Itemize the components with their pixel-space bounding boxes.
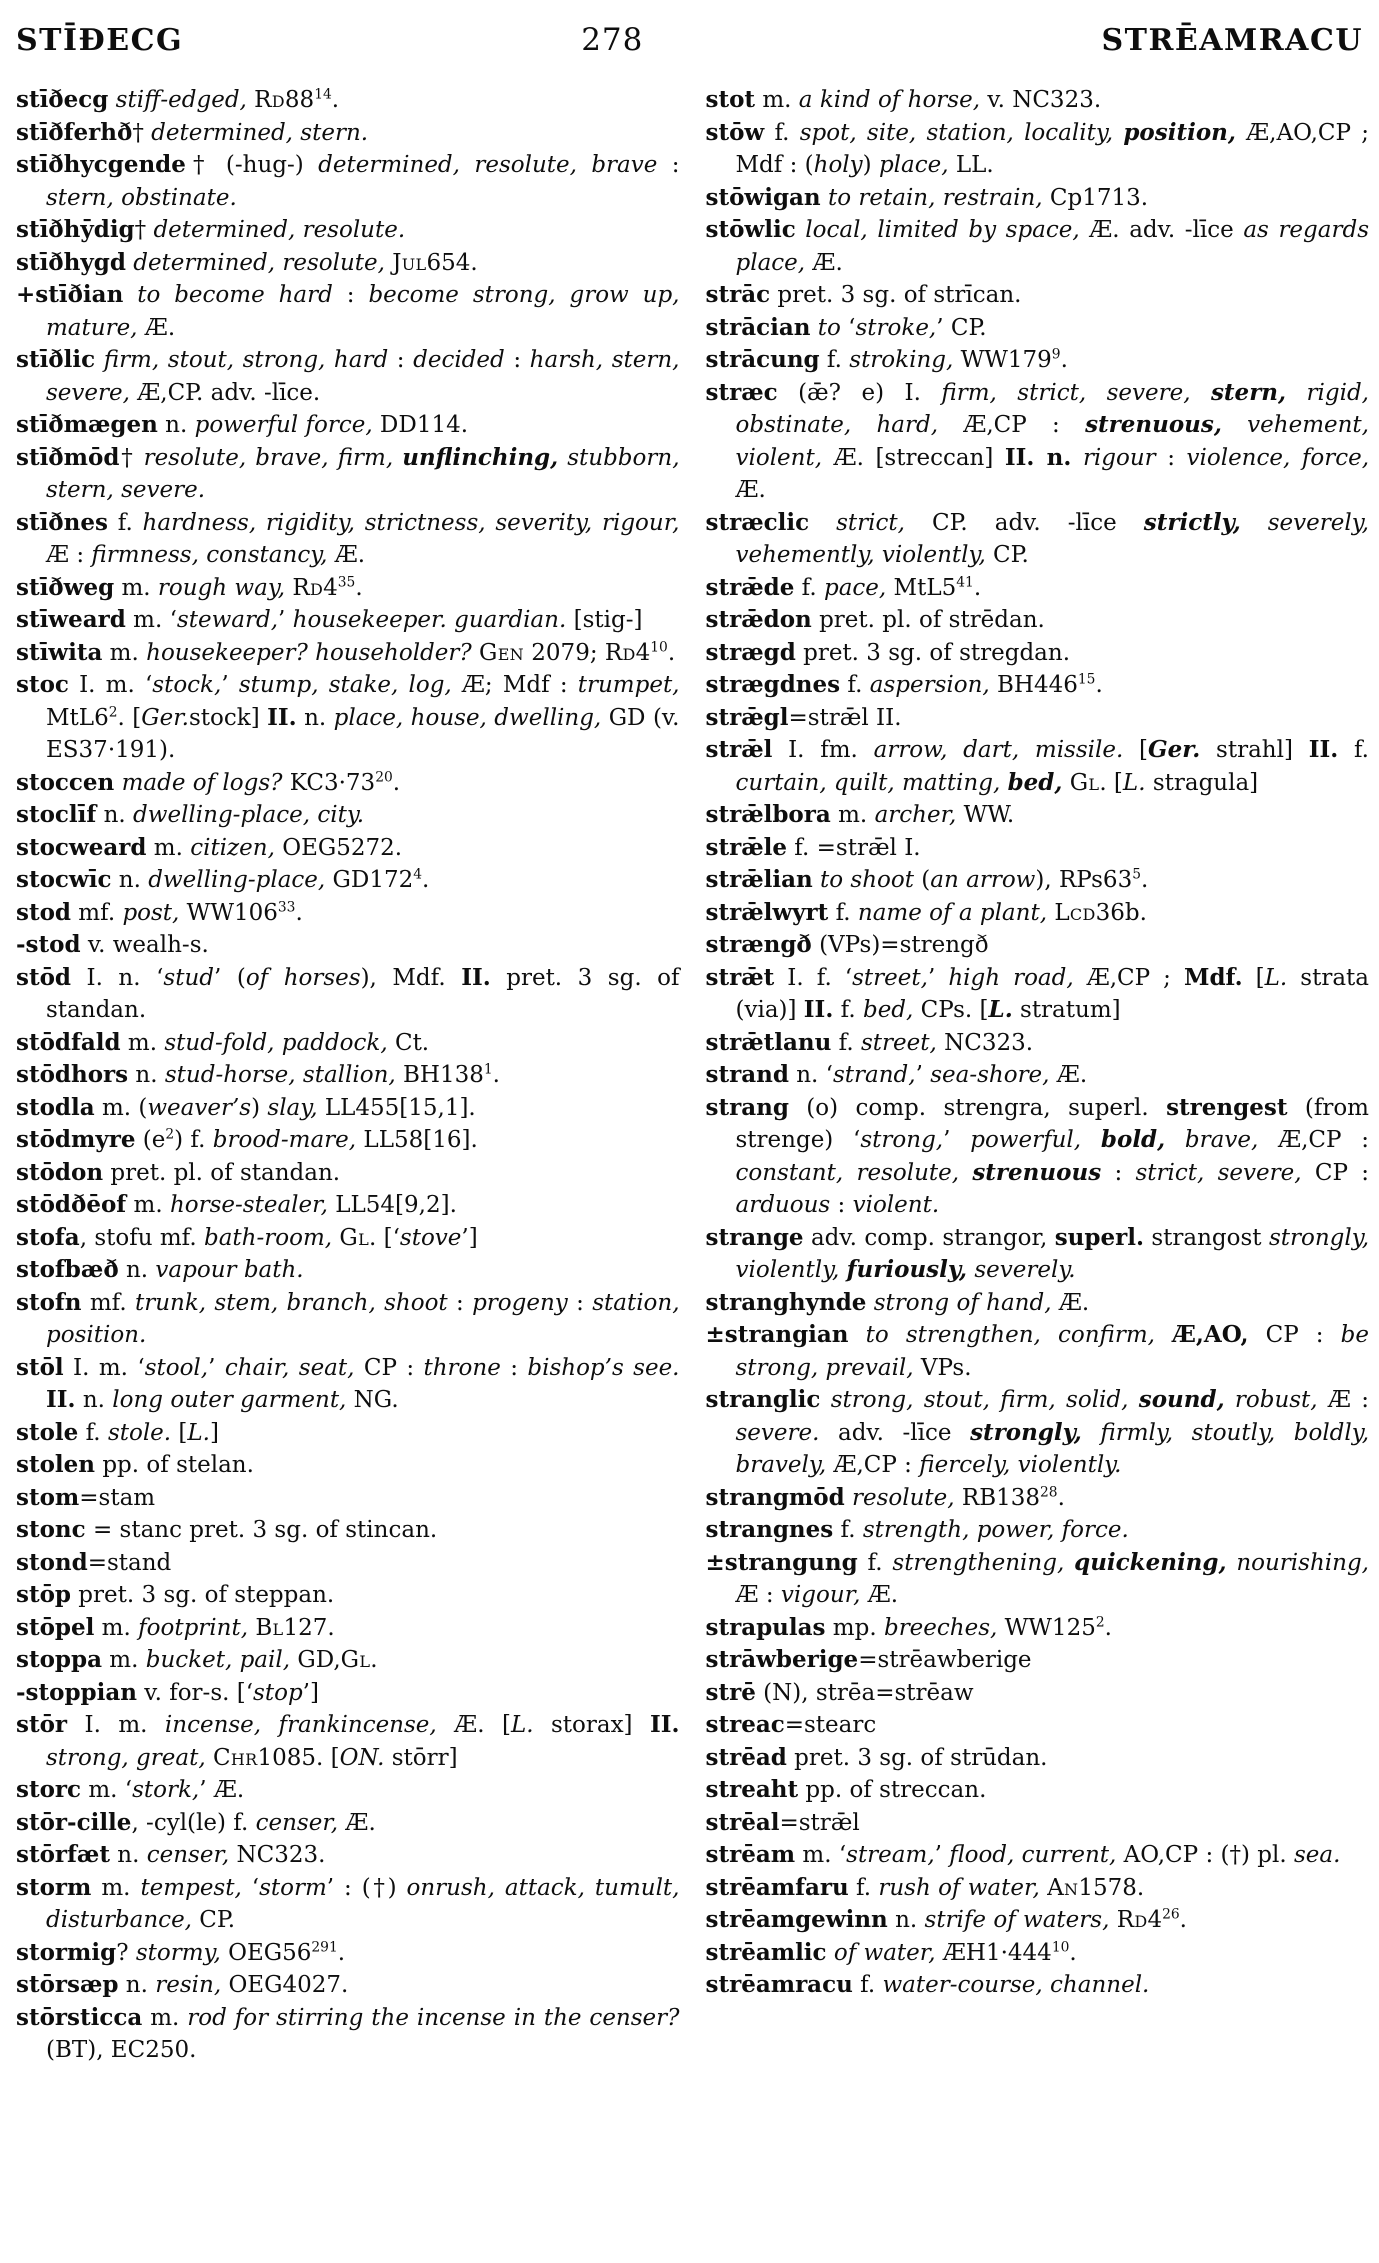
dictionary-entry: stīðlic firm, stout, strong, hard : decided : harsh, stern, severe, Æ,CP. adv. -līce. [16, 346, 680, 406]
dictionary-entry: stonc = stanc pret. 3 sg. of stincan. [16, 1516, 438, 1543]
headword: stole [16, 1418, 79, 1446]
headword: stīðferhð [16, 118, 133, 146]
dictionary-entry: stōd I. n. ‘stud’ (of horses), Mdf. II. pret. 3 sg. of standan. [16, 963, 680, 1023]
headword: stōpel [16, 1613, 95, 1641]
dictionary-entry: strācung f. stroking, $WW179^9$. [705, 346, 1068, 373]
dictionary-entry: strēam m. ‘stream,’ flood, current, AO,CP : (†) pl. sea. [705, 1841, 1341, 1868]
dictionary-entry: strange adv. comp. strangor, superl. strangost strongly, violently, furiously, severely. [705, 1223, 1369, 1283]
headword: stōd [16, 963, 71, 991]
headword: strāc [705, 281, 771, 308]
dictionary-entry: stodla m. (weaver’s) slay, LL455[15,1]. [16, 1093, 476, 1121]
dictionary-entry: stolen pp. of stelan. [16, 1451, 254, 1478]
headword: stōrfæt [16, 1841, 110, 1868]
dictionary-entry: strācian to ‘stroke,’ CP. [705, 313, 987, 341]
headword: stofn [16, 1288, 82, 1316]
dictionary-entry: strāc pret. 3 sg. of strīcan. [705, 281, 1022, 308]
headword: strægd [705, 638, 796, 666]
headword: stōwlic [705, 216, 796, 243]
dictionary-entry: stōdhors n. stud-horse, stallion, $BH138^1$. [16, 1061, 500, 1088]
dictionary-entry: strǣtlanu f. street, NC323. [705, 1028, 1034, 1056]
headword: stōdmyre [16, 1126, 136, 1153]
dictionary-entry: strǣlbora m. archer, WW. [705, 801, 1015, 828]
dictionary-entry: stranglic strong, stout, firm, solid, sound, robust, Æ : severe. adv. -līce strongly, firmly, stoutly, boldly, bravely, Æ,CP : fiercely, violently. [705, 1386, 1370, 1478]
dictionary-entry: stōr-cille, -cyl(le) f. censer, Æ. [16, 1808, 376, 1836]
dictionary-entry: stofa, stofu mf. bath-room, Gl. [‘stove’] [16, 1223, 478, 1251]
dictionary-entry: strang (o) comp. strengra, superl. strengest (from strenge) ‘strong,’ powerful, bold, brave, Æ,CP : constant, resolute, strenuous : strict, severe, CP : arduous : violent. [705, 1093, 1370, 1218]
dictionary-entry: strangmōd resolute, $RB138^{28}$. [705, 1483, 1065, 1511]
headword: stofa [16, 1223, 80, 1251]
headword: stōdfald [16, 1028, 121, 1056]
dictionary-entry: stranghynde strong of hand, Æ. [705, 1288, 1090, 1316]
dictionary-entry: strēamgewinn n. strife of waters, $Rd4^{26}$. [705, 1906, 1187, 1933]
dictionary-entry: -stoppian v. for-s. [‘stop’] [16, 1678, 319, 1706]
dictionary-entry: strǣdon pret. pl. of strēdan. [705, 606, 1045, 633]
headword: stoclīf [16, 801, 97, 828]
headword: stormig [16, 1938, 117, 1966]
headword: strēal [705, 1808, 780, 1836]
dictionary-entry: stīwita m. housekeeper? householder? Gen 2079; $Rd4^{10}$. [16, 638, 676, 666]
dictionary-entry: stond=stand [16, 1548, 172, 1576]
headword: stōdhors [16, 1061, 129, 1088]
headword: ±strangung [705, 1548, 858, 1576]
headword: stod [16, 898, 71, 926]
headword: stranghynde [705, 1288, 867, 1316]
dictionary-entry: strēal=strǣl [705, 1808, 860, 1836]
headword: strangmōd [705, 1483, 845, 1511]
dictionary-entry: stōrsæp n. resin, OEG4027. [16, 1971, 349, 1998]
headword: stōdon [16, 1158, 104, 1186]
headword: stofbæð [16, 1256, 119, 1283]
dictionary-entry: stōrfæt n. censer, NC323. [16, 1841, 326, 1868]
headword: strange [705, 1223, 804, 1251]
headword: -stoppian [16, 1678, 137, 1706]
header-right-word: STRĒAMRACU [1101, 23, 1363, 58]
headword: stonc [16, 1516, 86, 1543]
headword: stræclic [705, 508, 810, 536]
dictionary-entry: storc m. ‘stork,’ Æ. [16, 1776, 245, 1803]
headword: stōrsticca [16, 2003, 143, 2031]
dictionary-entry: strǣlwyrt f. name of a plant, Lcd36b. [705, 898, 1147, 926]
dictionary-entry: streaht pp. of streccan. [705, 1776, 987, 1803]
dictionary-entry: stōwigan to retain, restrain, Cp1713. [705, 183, 1149, 211]
headword: strēamfaru [705, 1873, 849, 1901]
headword: ±strangian [705, 1321, 849, 1348]
headword: strægdnes [705, 671, 841, 698]
dictionary-entry: streac=stearc [705, 1711, 877, 1738]
dictionary-entry: stōr I. m. incense, frankincense, Æ. [L. storax] II. strong, great, Chr1085. [ON. stōrr] [16, 1711, 680, 1771]
headword: storm [16, 1873, 92, 1901]
dictionary-entry: stofn mf. trunk, stem, branch, shoot : progeny : station, position. [16, 1288, 680, 1348]
dictionary-entry: strægd pret. 3 sg. of stregdan. [705, 638, 1070, 666]
headword: strǣle [705, 833, 787, 861]
headword: stōw [705, 118, 765, 146]
page-number: 278 [581, 22, 644, 58]
headword: strand [705, 1061, 789, 1088]
dictionary-entry: stormig? stormy, $OEG56^{291}$. [16, 1938, 346, 1966]
headword: strǣtlanu [705, 1028, 832, 1056]
dictionary-entry: strēamfaru f. rush of water, An1578. [705, 1873, 1145, 1901]
dictionary-entry: stīðferhð† determined, stern. [16, 118, 369, 146]
right-column [706, 84, 1370, 2067]
headword: stīðweg [16, 573, 115, 601]
headword: stīðmōd [16, 443, 120, 471]
headword: stōl [16, 1353, 64, 1381]
headword: stīðecg [16, 86, 109, 113]
headword: strē [705, 1678, 756, 1706]
dictionary-entry: stole f. stole. [L.] [16, 1418, 219, 1446]
headword: stræc [705, 378, 778, 406]
dictionary-entry: strængð (VPs)=strengð [705, 931, 989, 958]
dictionary-entry: strǣt I. f. ‘street,’ high road, Æ,CP ; Mdf. [L. strata (via)] II. f. bed, CPs. [L. stratum] [705, 963, 1369, 1023]
dictionary-entry: stōrsticca m. rod for stirring the incense in the censer? (BT), EC250. [16, 2003, 680, 2063]
headword: streaht [705, 1776, 799, 1803]
page-header [0, 0, 1379, 58]
headword: stīweard [16, 606, 126, 633]
headword: strǣgl [705, 703, 789, 731]
dictionary-entry: stīweard m. ‘steward,’ housekeeper. guardian. [stig-] [16, 606, 643, 633]
dictionary-entry: stīðweg m. rough way, $Rd4^{35}$. [16, 573, 363, 601]
dictionary-entry: ±strangung f. strengthening, quickening, nourishing, Æ : vigour, Æ. [705, 1548, 1369, 1608]
headword: streac [705, 1711, 785, 1738]
headword: strǣlbora [705, 801, 831, 828]
dictionary-entry: stīðhycgende† (-hug-) determined, resolute, brave : stern, obstinate. [16, 151, 680, 211]
headword: stīðhygd [16, 248, 126, 276]
headword: stīðhycgende [16, 151, 186, 178]
headword: stom [16, 1483, 80, 1511]
headword: stot [705, 86, 756, 113]
header-left-word: STĪÐECG [16, 23, 184, 58]
headword: stodla [16, 1093, 95, 1121]
headword: stoc [16, 671, 69, 698]
text-columns [0, 58, 1379, 2067]
dictionary-entry: strāwberige=strēawberige [705, 1646, 1032, 1673]
dictionary-entry: stoclīf n. dwelling-place, city. [16, 801, 365, 828]
dictionary-entry: stoc I. m. ‘stock,’ stump, stake, log, Æ; Mdf : trumpet, $MtL6^2$. [Ger.stock] II. n. place, house, dwelling, GD (v. ES37·191). [16, 671, 680, 763]
dictionary-entry: stræc (ǣ? e) I. firm, strict, severe, stern, rigid, obstinate, hard, Æ,CP : strenuous, vehement, violent, Æ. [streccan] II. n. rigour : violence, force, Æ. [705, 378, 1369, 503]
headword: strēamracu [705, 1971, 853, 1998]
dictionary-entry: stīðhȳdig† determined, resolute. [16, 216, 406, 243]
headword: stōwigan [705, 183, 821, 211]
dictionary-entry: stocwīc n. dwelling-place, $GD172^4$. [16, 866, 430, 893]
headword: strēamlic [705, 1938, 827, 1966]
dictionary-entry: stofbæð n. vapour bath. [16, 1256, 304, 1283]
headword: stocwīc [16, 866, 112, 893]
dictionary-entry: strǣde f. pace, $MtL5^{41}$. [705, 573, 982, 601]
dictionary-entry: strēamracu f. water-course, channel. [705, 1971, 1150, 1998]
headword: stīðlic [16, 346, 96, 373]
dictionary-entry: strægdnes f. aspersion, $BH446^{15}$. [705, 671, 1103, 698]
dictionary-entry: stīðecg stiff-edged, $Rd88^{14}$. [16, 86, 340, 113]
dictionary-entry: strapulas mp. breeches, $WW125^2$. [705, 1613, 1112, 1641]
dictionary-entry: stīðmægen n. powerful force, DD114. [16, 411, 469, 438]
headword: stranglic [705, 1386, 821, 1413]
left-column [16, 84, 680, 2067]
headword: strængð [705, 931, 812, 958]
headword: stōr-cille [16, 1808, 132, 1836]
dictionary-entry: stom=stam [16, 1483, 156, 1511]
headword: strācian [705, 313, 811, 341]
dictionary-entry: stod mf. post, $WW106^{33}$. [16, 898, 303, 926]
headword: stīðhȳdig [16, 216, 135, 243]
headword: strǣlian [705, 866, 813, 893]
headword: stōp [16, 1581, 71, 1608]
headword: stōr [16, 1711, 68, 1738]
dictionary-entry: stīðhygd determined, resolute, Jul654. [16, 248, 478, 276]
dictionary-entry: strand n. ‘strand,’ sea-shore, Æ. [705, 1061, 1088, 1088]
dictionary-entry: strǣl I. fm. arrow, dart, missile. [Ger. strahl] II. f. curtain, quilt, matting, bed, Gl. [L. stragula] [705, 736, 1369, 796]
headword: strang [705, 1093, 789, 1121]
headword: stocweard [16, 833, 147, 861]
headword: stoccen [16, 768, 115, 796]
dictionary-entry: strǣlian to shoot (an arrow), $RPs63^5$. [705, 866, 1149, 893]
headword: stīwita [16, 638, 103, 666]
headword: stīðnes [16, 508, 108, 536]
dictionary-entry: stīðmōd† resolute, brave, firm, unflinching, stubborn, stern, severe. [16, 443, 680, 503]
headword: strāwberige [705, 1646, 859, 1673]
headword: strǣde [705, 573, 795, 601]
dictionary-entry: strē (N), strēa=strēaw [705, 1678, 974, 1706]
headword: stōdðēof [16, 1191, 127, 1218]
dictionary-entry: +stīðian to become hard : become strong, grow up, mature, Æ. [16, 281, 680, 341]
headword: stond [16, 1548, 88, 1576]
dictionary-entry: stōdon pret. pl. of standan. [16, 1158, 341, 1186]
headword: strēamgewinn [705, 1906, 888, 1933]
headword: strēad [705, 1743, 787, 1771]
dictionary-entry: -stod v. wealh-s. [16, 931, 209, 958]
dictionary-entry: strēamlic of water, $ÆH1\cdot 444^{10}$. [705, 1938, 1077, 1966]
dictionary-entry: stræclic strict, CP. adv. -līce strictly, severely, vehemently, violently, CP. [705, 508, 1369, 568]
dictionary-entry: stōdfald m. stud-fold, paddock, Ct. [16, 1028, 430, 1056]
dictionary-entry: strǣle f. =strǣl I. [705, 833, 921, 861]
dictionary-entry: strēad pret. 3 sg. of strūdan. [705, 1743, 1048, 1771]
dictionary-entry: strangnes f. strength, power, force. [705, 1516, 1129, 1543]
dictionary-entry: ±strangian to strengthen, confirm, Æ,AO, CP : be strong, prevail, VPs. [705, 1321, 1370, 1381]
dictionary-entry: stōdmyre $(e^2)$ f. brood-mare, LL58[16]. [16, 1126, 478, 1153]
dictionary-entry: strǣgl=strǣl II. [705, 703, 902, 731]
dictionary-entry: stōl I. m. ‘stool,’ chair, seat, CP : throne : bishop’s see. II. n. long outer garment, NG. [16, 1353, 680, 1413]
headword: stīðmægen [16, 411, 158, 438]
dictionary-entry: stoppa m. bucket, pail, GD,Gl. [16, 1646, 378, 1673]
dictionary-entry: stōdðēof m. horse-stealer, LL54[9,2]. [16, 1191, 457, 1218]
headword: strǣl [705, 736, 773, 763]
dictionary-entry: stōpel m. footprint, Bl127. [16, 1613, 335, 1641]
dictionary-entry: stōwlic local, limited by space, Æ. adv. -līce as regards place, Æ. [705, 216, 1370, 276]
headword: strǣlwyrt [705, 898, 829, 926]
dictionary-entry: storm m. tempest, ‘storm’ : (†) onrush, attack, tumult, disturbance, CP. [16, 1873, 680, 1933]
headword: strangnes [705, 1516, 834, 1543]
headword: strēam [705, 1841, 796, 1868]
headword: stolen [16, 1451, 96, 1478]
dictionary-entry: stōw f. spot, site, station, locality, position, Æ,AO,CP ; Mdf : (holy) place, LL. [705, 118, 1369, 178]
dictionary-entry: stōp pret. 3 sg. of steppan. [16, 1581, 335, 1608]
headword: stoppa [16, 1646, 102, 1673]
headword: strācung [705, 346, 820, 373]
dictionary-entry: stocweard m. citizen, OEG5272. [16, 833, 403, 861]
headword: strǣdon [705, 606, 812, 633]
dictionary-entry: stot m. a kind of horse, v. NC323. [705, 86, 1102, 113]
dictionary-entry: stīðnes f. hardness, rigidity, strictness, severity, rigour, Æ : firmness, constancy, Æ. [16, 508, 680, 568]
dictionary-entry: stoccen made of logs? $KC3\cdot 73^{20}$. [16, 768, 401, 796]
headword: strapulas [705, 1613, 826, 1641]
headword: storc [16, 1776, 82, 1803]
headword: -stod [16, 931, 81, 958]
headword: stōrsæp [16, 1971, 119, 1998]
headword: +stīðian [16, 281, 124, 308]
headword: strǣt [705, 963, 775, 991]
